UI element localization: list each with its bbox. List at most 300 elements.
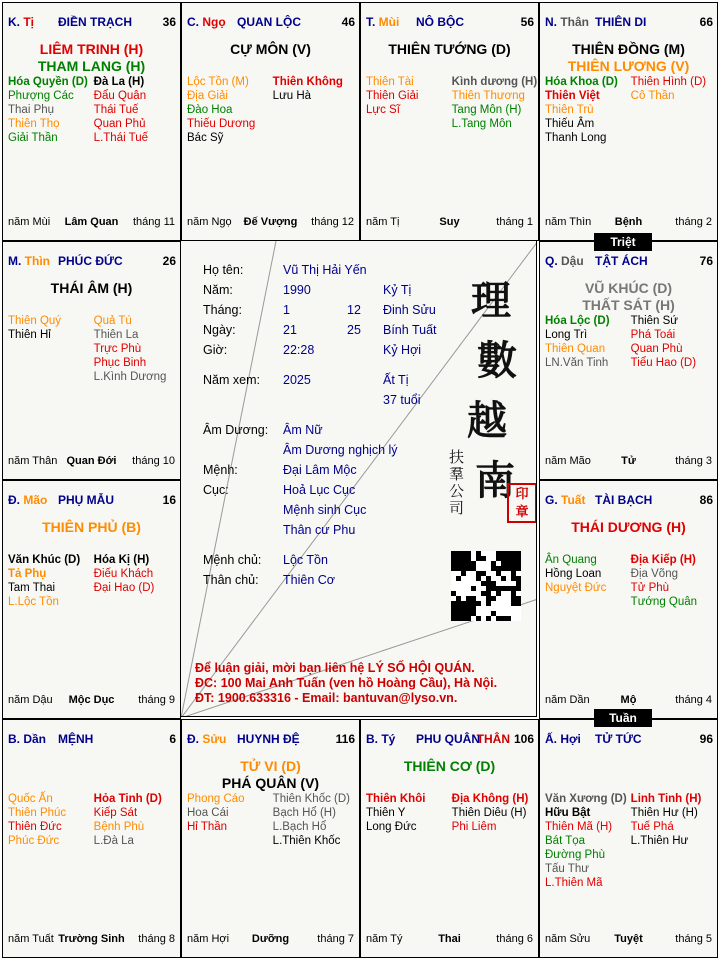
qr-module xyxy=(491,566,496,571)
minor-star: Điếu Khách xyxy=(93,568,154,580)
palace-position xyxy=(545,254,584,268)
qr-module xyxy=(476,551,481,556)
palace-month: tháng 12 xyxy=(311,216,354,228)
contact-line-3[interactable]: ĐT: 1900.633316 - Email: bantuvan@lyso.vn. xyxy=(195,691,458,705)
palace-header xyxy=(8,493,176,509)
palace-name: TỬ TỨC xyxy=(595,732,642,746)
palace-month: tháng 1 xyxy=(496,216,533,228)
qr-module xyxy=(461,566,466,571)
main-star: THIÊN LƯƠNG (V) xyxy=(567,58,690,74)
qr-module xyxy=(501,566,506,571)
palace-cell[interactable] xyxy=(2,480,181,719)
qr-module xyxy=(476,616,481,621)
qr-module xyxy=(516,551,521,556)
qr-module xyxy=(516,576,521,581)
minor-star: Kiếp Sát xyxy=(93,807,138,819)
minor-star: Tử Phù xyxy=(630,582,670,594)
palace-branch: Tuất xyxy=(561,493,586,507)
qr-module xyxy=(461,606,466,611)
qr-module xyxy=(506,551,511,556)
palace-position xyxy=(366,15,399,29)
qr-module xyxy=(466,606,471,611)
palace-cell[interactable] xyxy=(2,241,181,480)
minor-star: Lực Sĩ xyxy=(366,104,400,116)
minor-star: Phúc Đức xyxy=(8,835,60,847)
calligraphy-small-4: 司 xyxy=(449,499,465,517)
palace-name: HUYNH ĐỆ xyxy=(237,732,300,746)
palace-header xyxy=(8,254,176,270)
palace-stem: K. xyxy=(8,15,24,29)
main-star: LIÊM TRINH (H) xyxy=(39,41,144,57)
menh-label: Mệnh: xyxy=(203,463,238,477)
thanchu-label: Thân chủ: xyxy=(203,573,259,587)
palace-header xyxy=(545,732,713,748)
palace-name: THIÊN DI xyxy=(595,15,647,29)
palace-footer xyxy=(8,694,175,708)
minor-star: Thiên Phúc xyxy=(8,807,67,819)
minor-star: Long Đức xyxy=(366,821,417,833)
palace-stem: C. xyxy=(187,15,203,29)
main-stars xyxy=(3,280,180,297)
calligraphy-char-3: 越 xyxy=(467,397,507,444)
minor-star: Thiên Hình (D) xyxy=(630,76,707,88)
star-column-right xyxy=(273,75,354,103)
palace-cell[interactable] xyxy=(539,480,718,719)
minor-star: Bát Tọa xyxy=(545,835,586,847)
palace-month: tháng 2 xyxy=(675,216,712,228)
palace-name: NÔ BỘC xyxy=(416,15,464,29)
qr-module xyxy=(476,556,481,561)
minor-star: Thiên Thọ xyxy=(8,118,60,130)
palace-stem: Đ. xyxy=(187,732,203,746)
qr-module xyxy=(501,616,506,621)
minor-star: Tuế Phá xyxy=(630,821,674,833)
star-column-right xyxy=(94,792,175,848)
palace-year: năm Sửu xyxy=(545,933,591,945)
main-star: THAM LANG (H) xyxy=(37,58,146,74)
palace-month: tháng 4 xyxy=(675,694,712,706)
minor-star: Tấu Thư xyxy=(545,863,589,875)
qr-module xyxy=(476,576,481,581)
main-star: THÁI ÂM (H) xyxy=(50,280,133,296)
name-label: Họ tên: xyxy=(203,263,244,277)
star-column-left xyxy=(187,792,268,834)
main-star: THIÊN ĐỒNG (M) xyxy=(572,41,685,57)
qr-module xyxy=(506,566,511,571)
palace-age-number: 86 xyxy=(699,493,713,507)
palace-header xyxy=(8,15,176,31)
main-star: THÁI DƯƠNG (H) xyxy=(571,519,686,535)
palace-position xyxy=(8,15,34,29)
palace-stage: Mộc Dục xyxy=(68,694,115,706)
hour-label: Giờ: xyxy=(203,343,228,357)
menhchu-label: Mệnh chủ: xyxy=(203,553,262,567)
palace-header xyxy=(187,15,355,31)
star-column-left xyxy=(545,553,626,595)
calligraphy-small-3: 公 xyxy=(449,482,465,500)
palace-position xyxy=(8,493,47,507)
year-label: Năm: xyxy=(203,283,233,297)
minor-star: Trực Phù xyxy=(93,343,142,355)
palace-footer xyxy=(545,694,712,708)
palace-year: năm Thân xyxy=(8,455,58,467)
qr-module xyxy=(496,571,501,576)
red-seal-stamp: 印 章 xyxy=(507,483,537,523)
palace-header xyxy=(366,15,534,31)
star-column-right xyxy=(631,553,712,609)
qr-module xyxy=(456,576,461,581)
palace-stage: Suy xyxy=(439,216,460,228)
minor-star: Hóa Kị (H) xyxy=(93,554,150,566)
qr-module xyxy=(516,556,521,561)
palace-branch: Dậu xyxy=(561,254,584,268)
palace-year: năm Tị xyxy=(366,216,400,228)
minor-star: Thiên Sứ xyxy=(630,315,679,327)
palace-stem: Đ. xyxy=(8,493,24,507)
qr-module xyxy=(516,566,521,571)
palace-age-number: 76 xyxy=(699,254,713,268)
main-stars xyxy=(540,41,717,75)
palace-age-number: 56 xyxy=(520,15,534,29)
qr-module xyxy=(511,566,516,571)
minor-star: L.Bạch Hổ xyxy=(272,821,327,833)
qr-module xyxy=(511,586,516,591)
palace-cell[interactable] xyxy=(539,719,718,958)
palace-footer xyxy=(187,933,354,947)
qr-module xyxy=(481,556,486,561)
palace-stage: Lâm Quan xyxy=(64,216,119,228)
minor-star: Thiếu Dương xyxy=(187,118,256,130)
star-column-left xyxy=(8,792,89,848)
cuc-note-1: Mệnh sinh Cục xyxy=(283,503,367,517)
qr-module xyxy=(466,616,471,621)
palace-year: năm Ngọ xyxy=(187,216,232,228)
qr-module xyxy=(476,571,481,576)
minor-star: Tả Phụ xyxy=(8,568,47,580)
minor-star: Thanh Long xyxy=(545,132,607,144)
palace-year: năm Dần xyxy=(545,694,590,706)
day-lunar: 25 xyxy=(347,323,361,337)
star-column-right xyxy=(451,75,538,131)
qr-module xyxy=(501,576,506,581)
minor-star: Phi Liêm xyxy=(451,821,497,833)
tuan-badge: Tuần xyxy=(594,709,652,727)
amduong-value: Âm Nữ xyxy=(283,423,323,437)
minor-star: Quốc Ấn xyxy=(8,793,53,805)
qr-module xyxy=(486,586,491,591)
palace-month: tháng 10 xyxy=(132,455,175,467)
minor-star: Phá Toái xyxy=(630,329,676,341)
palace-header xyxy=(545,254,713,270)
minor-star: Hồng Loan xyxy=(545,568,602,580)
palace-cell[interactable] xyxy=(181,719,360,958)
minor-star: Hỉ Thần xyxy=(187,821,228,833)
qr-module xyxy=(486,616,491,621)
minor-star: Đường Phù xyxy=(545,849,605,861)
palace-position xyxy=(8,254,50,268)
main-stars xyxy=(361,758,538,775)
qr-module xyxy=(461,611,466,616)
palace-name: PHU QUÂN xyxy=(416,732,481,746)
qr-module xyxy=(466,566,471,571)
qr-module xyxy=(511,556,516,561)
qr-module xyxy=(496,616,501,621)
qr-module xyxy=(491,561,496,566)
month-can: Đinh Sửu xyxy=(383,303,436,317)
palace-position xyxy=(545,732,581,746)
main-star: THẤT SÁT (H) xyxy=(582,297,675,313)
palace-branch: Ngọ xyxy=(202,15,226,29)
qr-module xyxy=(496,551,501,556)
star-column-right xyxy=(94,553,175,595)
qr-module xyxy=(456,616,461,621)
palace-branch: Tý xyxy=(381,732,396,746)
minor-star: Bác Sỹ xyxy=(187,132,224,144)
palace-age-number: 116 xyxy=(335,732,355,746)
qr-module xyxy=(496,566,501,571)
qr-module xyxy=(486,576,491,581)
minor-star: Tang Môn (H) xyxy=(451,104,522,116)
palace-age-number: 66 xyxy=(699,15,713,29)
menhchu-value: Lộc Tồn xyxy=(283,553,328,567)
star-column-left xyxy=(366,792,447,834)
minor-star: Phượng Các xyxy=(8,90,74,102)
minor-star: Đào Hoa xyxy=(187,104,233,116)
qr-module xyxy=(481,591,486,596)
palace-branch: Thìn xyxy=(24,254,50,268)
minor-star: Địa Võng xyxy=(630,568,678,580)
qr-module xyxy=(511,551,516,556)
minor-star: Thiên Trù xyxy=(545,104,594,116)
qr-module xyxy=(461,561,466,566)
qr-module xyxy=(481,581,486,586)
day-value: 21 xyxy=(283,323,297,337)
qr-module xyxy=(511,601,516,606)
palace-year: năm Mùi xyxy=(8,216,51,228)
palace-age-number: 46 xyxy=(341,15,355,29)
palace-name: PHÚC ĐỨC xyxy=(58,254,123,268)
main-stars xyxy=(3,41,180,75)
minor-star: L.Đà La xyxy=(93,835,134,847)
minor-star: Thiên Thương xyxy=(451,90,525,102)
palace-header xyxy=(366,732,534,748)
palace-position xyxy=(545,15,589,29)
qr-module xyxy=(451,616,456,621)
qr-module xyxy=(471,606,476,611)
palace-position xyxy=(545,493,585,507)
qr-module xyxy=(466,601,471,606)
qr-module xyxy=(516,596,521,601)
minor-star: Thiên Việt xyxy=(545,90,600,102)
minor-star: Quan Phù xyxy=(630,343,683,355)
main-stars xyxy=(182,41,359,58)
palace-month: tháng 6 xyxy=(496,933,533,945)
qr-module xyxy=(456,606,461,611)
palace-footer xyxy=(8,933,175,947)
main-stars xyxy=(3,519,180,536)
palace-month: tháng 9 xyxy=(138,694,175,706)
qr-module xyxy=(451,556,456,561)
palace-name: ĐIỀN TRẠCH xyxy=(58,15,132,29)
palace-cell[interactable] xyxy=(360,2,539,241)
center-info-panel xyxy=(180,240,537,717)
qr-module xyxy=(481,571,486,576)
minor-star: Cô Thần xyxy=(630,90,675,102)
palace-footer xyxy=(545,455,712,469)
star-column-left xyxy=(187,75,268,145)
minor-star: Tam Thai xyxy=(8,582,56,594)
star-column-right xyxy=(631,314,712,370)
palace-stem: B. xyxy=(8,732,24,746)
minor-star: Địa Kiếp (H) xyxy=(630,554,696,566)
qr-module xyxy=(511,576,516,581)
main-stars xyxy=(182,758,359,792)
minor-star: Thiếu Âm xyxy=(545,118,595,130)
year-can: Kỷ Tị xyxy=(383,283,412,297)
star-column-right xyxy=(94,314,175,384)
star-column-left xyxy=(366,75,447,117)
palace-footer xyxy=(366,933,533,947)
palace-stem: T. xyxy=(366,15,379,29)
minor-star: L.Thái Tuế xyxy=(93,132,149,144)
palace-age-number: 26 xyxy=(162,254,176,268)
qr-module xyxy=(486,591,491,596)
minor-star: Quan Phủ xyxy=(93,118,146,130)
qr-module xyxy=(491,586,496,591)
palace-cell[interactable] xyxy=(2,719,181,958)
minor-star: Thiên Giải xyxy=(366,90,419,102)
minor-star: L.Thiên Hư xyxy=(630,835,689,847)
qr-module xyxy=(511,571,516,576)
qr-module xyxy=(511,561,516,566)
qr-module xyxy=(506,561,511,566)
palace-stem: Q. xyxy=(545,254,562,268)
qr-module xyxy=(516,586,521,591)
calligraphy-char-4: 南 xyxy=(475,457,515,504)
calligraphy-small xyxy=(449,449,464,517)
qr-module xyxy=(456,556,461,561)
main-star: THIÊN PHỦ (B) xyxy=(42,519,141,535)
calligraphy-small-2: 羣 xyxy=(449,465,465,483)
minor-star: Văn Xương (D) xyxy=(545,793,627,805)
contact-line-2: ĐC: 100 Mai Anh Tuấn (ven hồ Hoàng Cầu), Hà Nội. xyxy=(195,676,498,690)
palace-position xyxy=(8,732,46,746)
thanchu-value: Thiên Cơ xyxy=(283,573,335,587)
qr-module xyxy=(501,556,506,561)
qr-module xyxy=(456,561,461,566)
qr-module xyxy=(456,551,461,556)
minor-star: Long Trì xyxy=(545,329,588,341)
palace-year: năm Thìn xyxy=(545,216,592,228)
minor-star: Thiên Quan xyxy=(545,343,606,355)
minor-star: Phong Cáo xyxy=(187,793,245,805)
palace-header xyxy=(545,493,713,509)
palace-stage: Tuyệt xyxy=(614,933,643,945)
palace-name: QUAN LỘC xyxy=(237,15,301,29)
name-value: Vũ Thị Hải Yến xyxy=(283,263,367,277)
qr-module xyxy=(506,616,511,621)
qr-module xyxy=(456,601,461,606)
qr-module xyxy=(476,601,481,606)
qr-code-icon[interactable] xyxy=(451,551,521,621)
palace-stage: Quan Đới xyxy=(66,455,117,467)
palace-age-number: 36 xyxy=(162,15,176,29)
minor-star: Thiên Hỉ xyxy=(8,329,51,341)
palace-month: tháng 7 xyxy=(317,933,354,945)
main-star: PHÁ QUÂN (V) xyxy=(221,775,320,791)
star-column-left xyxy=(545,314,626,370)
palace-stem: G. xyxy=(545,493,562,507)
palace-year: năm Dậu xyxy=(8,694,53,706)
minor-star: Tiểu Hao (D) xyxy=(630,357,697,369)
month-lunar: 12 xyxy=(347,303,361,317)
minor-star: Thái Tuế xyxy=(93,104,139,116)
main-stars xyxy=(540,280,717,314)
qr-module xyxy=(506,556,511,561)
palace-stage: Mộ xyxy=(620,694,637,706)
palace-branch: Thân xyxy=(560,15,590,29)
minor-star: Thiên Không xyxy=(272,76,343,88)
star-column-left xyxy=(8,314,89,342)
minor-star: Thiên Mã (H) xyxy=(545,821,613,833)
palace-cell[interactable] xyxy=(181,2,360,241)
palace-position xyxy=(366,732,395,746)
minor-star: Thiên Hư (H) xyxy=(630,807,698,819)
palace-footer xyxy=(8,455,175,469)
palace-cell[interactable] xyxy=(539,241,718,480)
palace-footer xyxy=(8,216,175,230)
amduong-label: Âm Dương: xyxy=(203,423,269,437)
view-year-can: Ất Tị xyxy=(383,373,409,387)
minor-star: Bệnh Phù xyxy=(93,821,145,833)
palace-cell[interactable] xyxy=(539,2,718,241)
palace-cell[interactable] xyxy=(2,2,181,241)
palace-header xyxy=(8,732,176,748)
main-stars xyxy=(540,519,717,536)
qr-module xyxy=(516,561,521,566)
palace-footer xyxy=(187,216,354,230)
qr-module xyxy=(471,586,476,591)
qr-module xyxy=(486,596,491,601)
star-column-right xyxy=(94,75,175,145)
star-column-left xyxy=(8,75,89,145)
qr-module xyxy=(471,566,476,571)
qr-module xyxy=(511,591,516,596)
star-column-right xyxy=(631,75,712,103)
star-column-left xyxy=(545,75,626,145)
qr-module xyxy=(471,611,476,616)
minor-star: Lộc Tồn (M) xyxy=(187,76,249,88)
palace-branch: Mão xyxy=(23,493,48,507)
minor-star: L.Lộc Tồn xyxy=(8,596,59,608)
qr-module xyxy=(461,601,466,606)
minor-star: Tướng Quân xyxy=(630,596,698,608)
cuc-value: Hoả Lục Cục xyxy=(283,483,356,497)
palace-age-number: 96 xyxy=(699,732,713,746)
main-stars xyxy=(361,41,538,58)
palace-name: TẬT ÁCH xyxy=(595,254,648,268)
qr-module xyxy=(461,616,466,621)
qr-module xyxy=(516,601,521,606)
qr-module xyxy=(496,591,501,596)
palace-age-number: 106 xyxy=(513,732,534,746)
qr-module xyxy=(491,611,496,616)
month-value: 1 xyxy=(283,303,290,317)
palace-cell[interactable] xyxy=(360,719,539,958)
palace-position xyxy=(187,15,226,29)
minor-star: Địa Giải xyxy=(187,90,228,102)
minor-star: Văn Khúc (D) xyxy=(8,554,81,566)
